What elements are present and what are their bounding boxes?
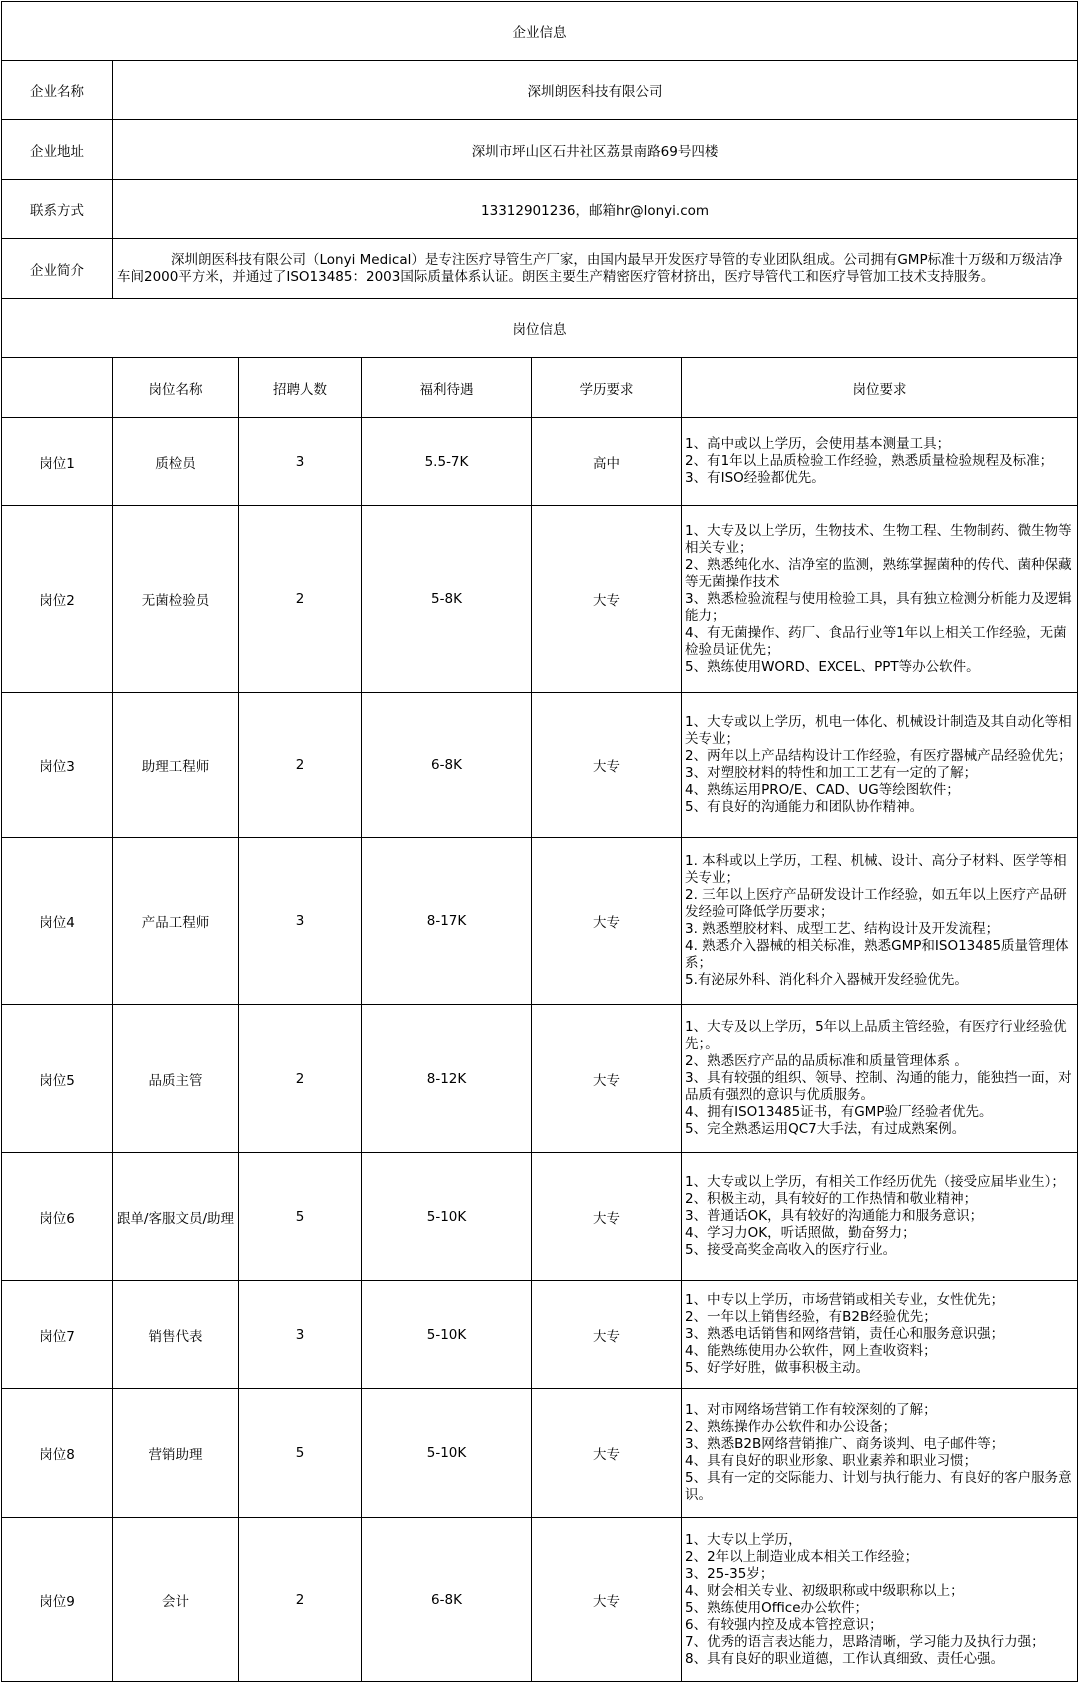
requirement-line: 4、财会相关专业、初级职称或中级职称以上； — [685, 1582, 964, 1599]
requirement-line: 5、好学好胜，做事积极主动。 — [685, 1360, 870, 1376]
col-header-education: 学历要求 — [532, 358, 682, 418]
requirement-line: 7、优秀的语言表达能力，思路清晰，学习能力及执行力强； — [685, 1633, 1045, 1650]
job-salary: 5-10K — [362, 1281, 532, 1389]
company-address-value: 深圳市坪山区石井社区荔景南路69号四楼 — [113, 120, 1078, 180]
job-salary: 8-17K — [362, 838, 532, 1005]
company-name-value: 深圳朗医科技有限公司 — [113, 61, 1078, 120]
company-name-row — [2, 61, 1078, 120]
job-requirements — [682, 418, 1078, 506]
job-requirements — [682, 838, 1078, 1005]
requirement-line: 4、学习力OK，听话照做，勤奋努力； — [685, 1225, 916, 1241]
job-count: 2 — [239, 1005, 362, 1153]
requirement-line: 5、接受高奖金高收入的医疗行业。 — [685, 1242, 897, 1258]
requirement-line: 2、有1年以上品质检验工作经验，熟悉质量检验规程及标准； — [685, 453, 1054, 469]
col-header-requirements: 岗位要求 — [682, 358, 1078, 418]
job-count: 2 — [239, 506, 362, 693]
job-salary: 5.5-7K — [362, 418, 532, 506]
col-header-count: 招聘人数 — [239, 358, 362, 418]
job-count: 3 — [239, 1281, 362, 1389]
requirement-line: 3、对塑胶材料的特性和加工工艺有一定的了解； — [685, 765, 978, 781]
requirement-line: 1、大专及以上学历，5年以上品质主管经验，有医疗行业经验优先；。 — [685, 1019, 1067, 1052]
job-id: 岗位6 — [2, 1153, 113, 1281]
job-name: 营销助理 — [113, 1389, 239, 1518]
job-name: 助理工程师 — [113, 693, 239, 838]
jobs-section-header-row — [2, 299, 1078, 358]
requirement-line: 3、25-35岁； — [685, 1565, 774, 1582]
table-row — [2, 506, 1078, 693]
job-name: 质检员 — [113, 418, 239, 506]
company-address-row — [2, 120, 1078, 180]
table-row — [2, 1005, 1078, 1153]
requirement-line: 1、高中或以上学历，会使用基本测量工具； — [685, 436, 951, 452]
job-name: 销售代表 — [113, 1281, 239, 1389]
job-education: 大专 — [532, 1153, 682, 1281]
job-requirements — [682, 506, 1078, 693]
job-salary: 6-8K — [362, 1518, 532, 1682]
job-requirements — [682, 1005, 1078, 1153]
table-row — [2, 418, 1078, 506]
company-contact-label: 联系方式 — [2, 180, 113, 239]
job-education: 大专 — [532, 1005, 682, 1153]
job-count: 2 — [239, 693, 362, 838]
requirement-line: 1、大专以上学历， — [685, 1531, 802, 1548]
job-id: 岗位3 — [2, 693, 113, 838]
job-count: 3 — [239, 838, 362, 1005]
table-row — [2, 1518, 1078, 1682]
company-address-label: 企业地址 — [2, 120, 113, 180]
requirement-line: 2、熟练操作办公软件和办公设备； — [685, 1419, 897, 1435]
job-education: 大专 — [532, 1518, 682, 1682]
job-requirements — [682, 1389, 1078, 1518]
requirement-line: 3、具有较强的组织、领导、控制、沟通的能力，能独挡一面，对品质有强烈的意识与优质服务。 — [685, 1070, 1072, 1103]
job-requirements — [682, 1518, 1078, 1682]
job-salary: 5-10K — [362, 1389, 532, 1518]
col-header-salary: 福利待遇 — [362, 358, 532, 418]
table-row — [2, 1153, 1078, 1281]
requirement-line: 5、完全熟悉运用QC7大手法，有过成熟案例。 — [685, 1121, 966, 1137]
recruitment-table — [1, 1, 1078, 1682]
requirement-line: 2、一年以上销售经验，有B2B经验优先； — [685, 1309, 937, 1325]
job-education: 大专 — [532, 1281, 682, 1389]
job-name: 无菌检验员 — [113, 506, 239, 693]
requirement-line: 3. 熟悉塑胶材料、成型工艺、结构设计及开发流程； — [685, 921, 1000, 937]
company-section-title: 企业信息 — [2, 2, 1078, 61]
job-name: 跟单/客服文员/助理 — [113, 1153, 239, 1281]
requirement-line: 2、熟悉纯化水、洁净室的监测，熟练掌握菌种的传代、菌种保藏等无菌操作技术 — [685, 556, 1072, 590]
requirement-line: 2. 三年以上医疗产品研发设计工作经验，如五年以上医疗产品研发经验可降低学历要求； — [685, 887, 1067, 920]
job-salary: 5-8K — [362, 506, 532, 693]
job-education: 高中 — [532, 418, 682, 506]
job-id: 岗位9 — [2, 1518, 113, 1682]
job-name: 产品工程师 — [113, 838, 239, 1005]
job-id: 岗位8 — [2, 1389, 113, 1518]
requirement-line: 3、熟悉电话销售和网络营销，责任心和服务意识强； — [685, 1326, 1005, 1342]
requirement-line: 5.有泌尿外科、消化科介入器械开发经验优先。 — [685, 972, 968, 988]
col-header-index — [2, 358, 113, 418]
job-count: 5 — [239, 1153, 362, 1281]
requirement-line: 4、拥有ISO13485证书，有GMP验厂经验者优先。 — [685, 1104, 993, 1120]
jobs-section-title: 岗位信息 — [2, 299, 1078, 358]
table-row — [2, 838, 1078, 1005]
requirement-line: 2、积极主动，具有较好的工作热情和敬业精神； — [685, 1191, 978, 1207]
table-row — [2, 1281, 1078, 1389]
requirement-line: 2、2年以上制造业成本相关工作经验； — [685, 1548, 919, 1565]
requirement-line: 6、有较强内控及成本管控意识； — [685, 1616, 883, 1633]
requirement-line: 5、具有一定的交际能力、计划与执行能力、有良好的客户服务意识。 — [685, 1470, 1072, 1503]
requirement-line: 1. 本科或以上学历，工程、机械、设计、高分子材料、医学等相关专业； — [685, 853, 1067, 886]
requirement-line: 4、能熟练使用办公软件，网上查收资料； — [685, 1343, 937, 1359]
job-salary: 5-10K — [362, 1153, 532, 1281]
requirement-line: 1、大专或以上学历，机电一体化、机械设计制造及其自动化等相关专业； — [685, 714, 1072, 747]
table-row — [2, 693, 1078, 838]
company-intro-value: 深圳朗医科技有限公司（Lonyi Medical）是专注医疗导管生产厂家，由国内最早开发医疗导管的专业团队组成。公司拥有GMP标准十万级和万级洁净车间2000平方米，并通过了ISO13485：2003国际质量体系认证。朗医主要生产精密医疗管材挤出，医疗导管代工和医疗导管加工技术支持服务。 — [113, 239, 1078, 299]
requirement-line: 1、大专及以上学历，生物技术、生物工程、生物制药、微生物等相关专业； — [685, 522, 1072, 556]
requirement-line: 3、熟悉检验流程与使用检验工具，具有独立检测分析能力及逻辑能力； — [685, 590, 1072, 624]
job-education: 大专 — [532, 693, 682, 838]
job-name: 会计 — [113, 1518, 239, 1682]
requirement-line: 4、熟练运用PRO/E、CAD、UG等绘图软件； — [685, 782, 960, 798]
job-education: 大专 — [532, 838, 682, 1005]
table-row — [2, 1389, 1078, 1518]
job-id: 岗位7 — [2, 1281, 113, 1389]
job-education: 大专 — [532, 1389, 682, 1518]
requirement-line: 4. 熟悉介入器械的相关标准，熟悉GMP和ISO13485质量管理体系； — [685, 938, 1069, 971]
requirement-line: 3、有ISO经验都优先。 — [685, 470, 825, 486]
job-education: 大专 — [532, 506, 682, 693]
company-intro-row — [2, 239, 1078, 299]
requirement-line: 5、熟练使用Office办公软件； — [685, 1599, 868, 1616]
job-id: 岗位1 — [2, 418, 113, 506]
requirement-line: 3、普通话OK，具有较好的沟通能力和服务意识； — [685, 1208, 984, 1224]
job-salary: 6-8K — [362, 693, 532, 838]
requirement-line: 4、有无菌操作、药厂、食品行业等1年以上相关工作经验，无菌检验员证优先； — [685, 624, 1067, 658]
requirement-line: 1、中专以上学历，市场营销或相关专业，女性优先； — [685, 1292, 1005, 1308]
requirement-line: 3、熟悉B2B网络营销推广、商务谈判、电子邮件等； — [685, 1436, 1005, 1452]
job-salary: 8-12K — [362, 1005, 532, 1153]
col-header-job-name: 岗位名称 — [113, 358, 239, 418]
requirement-line: 4、具有良好的职业形象、职业素养和职业习惯； — [685, 1453, 978, 1469]
company-contact-row — [2, 180, 1078, 239]
requirement-line: 1、大专或以上学历，有相关工作经历优先（接受应届毕业生）； — [685, 1174, 1065, 1190]
company-contact-value: 13312901236，邮箱hr@lonyi.com — [113, 180, 1078, 239]
requirement-line: 2、熟悉医疗产品的品质标准和质量管理体系 。 — [685, 1053, 968, 1069]
requirement-line: 2、两年以上产品结构设计工作经验，有医疗器械产品经验优先； — [685, 748, 1072, 764]
job-count: 2 — [239, 1518, 362, 1682]
requirement-line: 1、对市网络场营销工作有较深刻的了解； — [685, 1402, 937, 1418]
requirement-line: 5、熟练使用WORD、EXCEL、PPT等办公软件。 — [685, 658, 980, 675]
jobs-column-header-row — [2, 358, 1078, 418]
job-requirements — [682, 1281, 1078, 1389]
job-requirements — [682, 693, 1078, 838]
job-name: 品质主管 — [113, 1005, 239, 1153]
company-section-header-row — [2, 2, 1078, 61]
job-id: 岗位2 — [2, 506, 113, 693]
job-count: 5 — [239, 1389, 362, 1518]
company-intro-label: 企业简介 — [2, 239, 113, 299]
requirement-line: 5、有良好的沟通能力和团队协作精神。 — [685, 799, 924, 815]
job-count: 3 — [239, 418, 362, 506]
job-requirements — [682, 1153, 1078, 1281]
company-name-label: 企业名称 — [2, 61, 113, 120]
requirement-line: 8、具有良好的职业道德，工作认真细致、责任心强。 — [685, 1650, 1005, 1667]
job-id: 岗位4 — [2, 838, 113, 1005]
job-id: 岗位5 — [2, 1005, 113, 1153]
